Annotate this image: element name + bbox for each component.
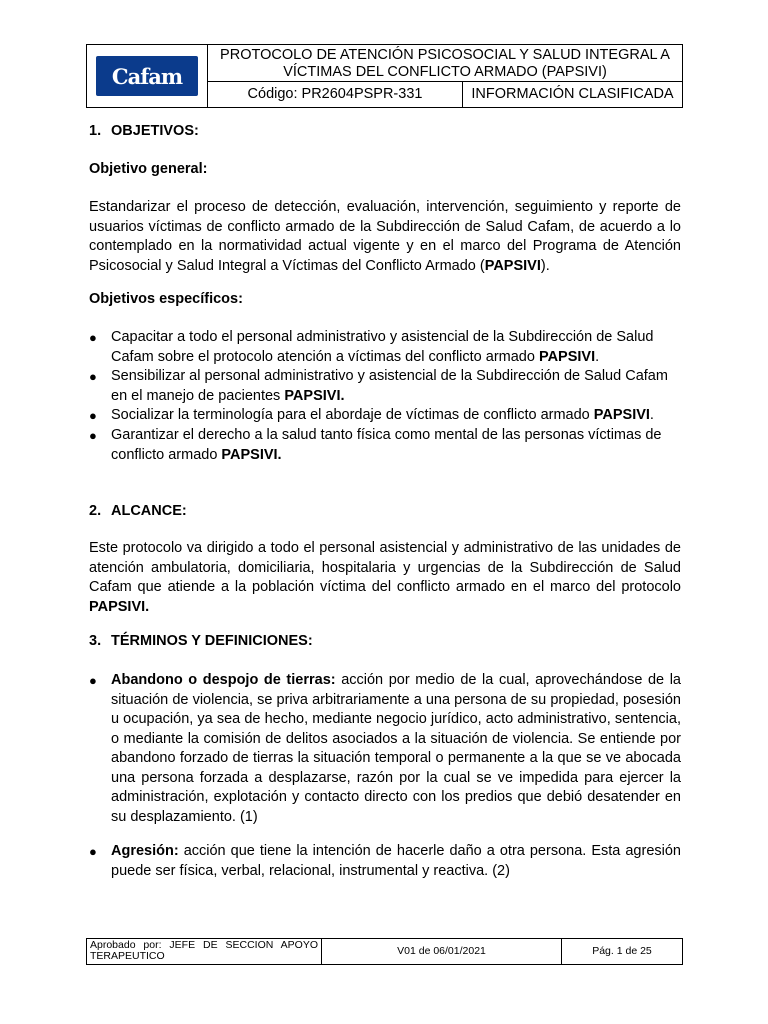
- page-number: Pág. 1 de 25: [592, 945, 652, 957]
- approval-info: Aprobado por: JEFE DE SECCION APOYO TERAPEUTICO: [87, 939, 322, 964]
- section-3-heading: 3. TÉRMINOS Y DEFINICIONES:: [89, 633, 313, 649]
- document-code: Código: PR2604PSPR-331: [208, 82, 463, 107]
- list-item-text: Sensibilizar al personal administrativo y asistencial de la Subdirección de Salud Cafam en el manejo de pacientes PAPSIVI.: [111, 368, 668, 404]
- general-objective-text: Estandarizar el proceso de detección, evaluación, intervención, seguimiento y reporte de usuarios víctimas de conflicto armado de la Subdirección de Salud Cafam, de acuerdo a lo contemplado en la normatividad actual vigente y en el marco del Programa de Atención Psicosocial y Salud Integral a Víctimas del Conflicto Armado (PAPSIVI).: [89, 199, 681, 274]
- list-item-text: Capacitar a todo el personal administrativo y asistencial de la Subdirección de Salud Cafam sobre el protocolo atención a víctimas del conflicto armado PAPSIVI.: [111, 329, 654, 365]
- document-header: [86, 44, 683, 108]
- definition-text: Abandono o despojo de tierras: acción por medio de la cual, aprovechándose de la situación de violencia, se priva arbitrariamente a una persona de su propiedad, posesión u ocupación, ya sea de hecho, mediante negocio jurídico, acto administrativo, sentencia, o mediante la comisión de delitos asociados a la situación de violencia. Se entiende por abandono forzado de tierras la situación temporal o permanente a la que se ve abocada una persona forzada a desplazarse, razón por la cual se ve impedida para ejercer la administración, explotación y contacto directo con los predios que debió desatender en su desplazamiento. (1): [111, 672, 681, 825]
- scope-text: Este protocolo va dirigido a todo el personal asistencial y administrativo de las unidades de atención ambulatoria, domiciliaria, hospitalaria y urgencias de la Subdirección de Salud Cafam que atiende a la población víctima del conflicto armado en el marco del protocolo PAPSIVI.: [89, 540, 681, 615]
- bullet-icon: ●: [89, 408, 97, 423]
- classification-label: INFORMACIÓN CLASIFICADA: [471, 86, 674, 102]
- bullet-icon: ●: [89, 673, 97, 688]
- document-title: [208, 45, 682, 82]
- section-1-heading: 1. OBJETIVOS:: [89, 123, 199, 139]
- section-2-heading: 2. ALCANCE:: [89, 503, 187, 519]
- logo-cell: [87, 45, 208, 107]
- specific-objectives-heading: Objetivos específicos:: [89, 291, 243, 307]
- list-item-text: Garantizar el derecho a la salud tanto física como mental de las personas víctimas de conflicto armado PAPSIVI.: [111, 427, 662, 463]
- logo-text: Cafam: [111, 63, 183, 89]
- bullet-icon: ●: [89, 330, 97, 345]
- document-footer: [86, 938, 683, 965]
- version-info: V01 de 06/01/2021: [322, 939, 562, 964]
- cafam-logo: [96, 56, 198, 96]
- list-item-text: Socializar la terminología para el abordaje de víctimas de conflicto armado PAPSIVI.: [111, 407, 654, 423]
- definition-text: Agresión: acción que tiene la intención de hacerle daño a otra persona. Esta agresión puede ser física, verbal, relacional, instrumental y reactiva. (2): [111, 843, 681, 879]
- title-line-2: VÍCTIMAS DEL CONFLICTO ARMADO (PAPSIVI): [283, 64, 607, 80]
- bullet-icon: ●: [89, 428, 97, 443]
- bullet-icon: ●: [89, 369, 97, 384]
- title-line-1: PROTOCOLO DE ATENCIÓN PSICOSOCIAL Y SALUD INTEGRAL A: [220, 47, 670, 63]
- bullet-icon: ●: [89, 844, 97, 859]
- general-objective-heading: Objetivo general:: [89, 161, 208, 177]
